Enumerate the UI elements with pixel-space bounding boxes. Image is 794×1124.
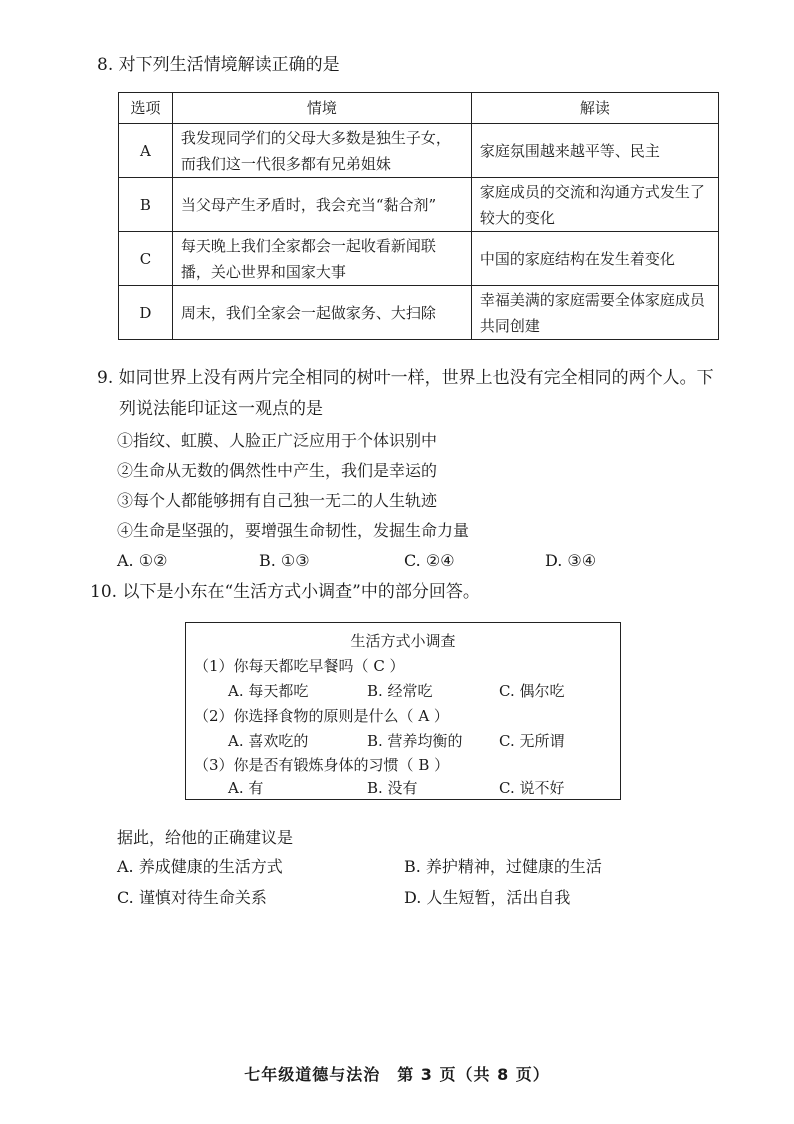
q9-statement-4: ④生命是坚强的，要增强生命韧性，发掘生命力量 [117,521,470,540]
q10-title: 10. 以下是小东在“生活方式小调查”中的部分回答。 [90,582,480,602]
row-situation: 我发现同学们的父母大多数是独生子女，而我们这一代很多都有兄弟姐妹 [172,124,471,178]
q9-statement-1: ①指纹、虹膜、人脸正广泛应用于个体识别中 [117,431,438,450]
survey-q1-option-c: C. 偶尔吃 [499,682,565,700]
q10-choice-d: D. 人生短暂，活出自我 [404,888,571,907]
survey-q2-option-a: A. 喜欢吃的 [228,732,309,750]
header-situation: 情境 [172,93,471,124]
q9-title-line2: 列说法能印证这一观点的是 [119,399,323,419]
q10-choice-b: B. 养护精神，过健康的生活 [404,857,602,876]
q9-statement-2: ②生命从无数的偶然性中产生，我们是幸运的 [117,461,438,480]
table-row [119,286,719,340]
row-option: C [119,232,173,286]
q9-title-line1: 9. 如同世界上没有两片完全相同的树叶一样，世界上也没有完全相同的两个人。下 [97,368,714,388]
row-situation: 当父母产生矛盾时，我会充当“黏合剂” [172,178,471,232]
survey-q1-option-a: A. 每天都吃 [228,682,309,700]
q9-statement-3: ③每个人都能够拥有自己独一无二的人生轨迹 [117,491,438,510]
row-situation: 每天晚上我们全家都会一起收看新闻联播，关心世界和国家大事 [172,232,471,286]
survey-question-2: （2）你选择食物的原则是什么（ A ） [194,707,449,725]
q10-prompt: 据此，给他的正确建议是 [117,828,294,847]
row-option: D [119,286,173,340]
q9-choice-a: A. ①② [117,551,168,570]
row-interpretation: 家庭成员的交流和沟通方式发生了较大的变化 [471,178,718,232]
header-interpretation: 解读 [471,93,718,124]
survey-question-1: （1）你每天都吃早餐吗（ C ） [194,657,405,675]
survey-q2-option-b: B. 营养均衡的 [367,732,463,750]
q9-choice-b: B. ①③ [259,551,310,570]
q8-title: 8. 对下列生活情境解读正确的是 [97,55,340,75]
survey-box [185,622,621,800]
q8-table [118,92,719,340]
row-situation: 周末，我们全家会一起做家务、大扫除 [172,286,471,340]
q9-choice-c: C. ②④ [404,551,455,570]
table-row [119,178,719,232]
header-option: 选项 [119,93,173,124]
row-option: B [119,178,173,232]
table-row [119,124,719,178]
survey-q3-option-a: A. 有 [228,779,264,797]
q8-header-row [119,93,719,124]
page-footer: 七年级道德与法治 第 3 页（共 8 页） [244,1065,550,1084]
q9-choice-d: D. ③④ [545,551,597,570]
row-interpretation: 家庭氛围越来越平等、民主 [471,124,718,178]
survey-q3-option-c: C. 说不好 [499,779,565,797]
survey-q3-option-b: B. 没有 [367,779,418,797]
table-row [119,232,719,286]
survey-title: 生活方式小调查 [350,632,456,650]
q10-choice-a: A. 养成健康的生活方式 [117,857,283,876]
q10-choice-c: C. 谨慎对待生命关系 [117,888,267,907]
survey-q1-option-b: B. 经常吃 [367,682,433,700]
survey-question-3: （3）你是否有锻炼身体的习惯（ B ） [194,756,450,774]
row-interpretation: 幸福美满的家庭需要全体家庭成员共同创建 [471,286,718,340]
row-option: A [119,124,173,178]
row-interpretation: 中国的家庭结构在发生着变化 [471,232,718,286]
survey-q2-option-c: C. 无所谓 [499,732,565,750]
